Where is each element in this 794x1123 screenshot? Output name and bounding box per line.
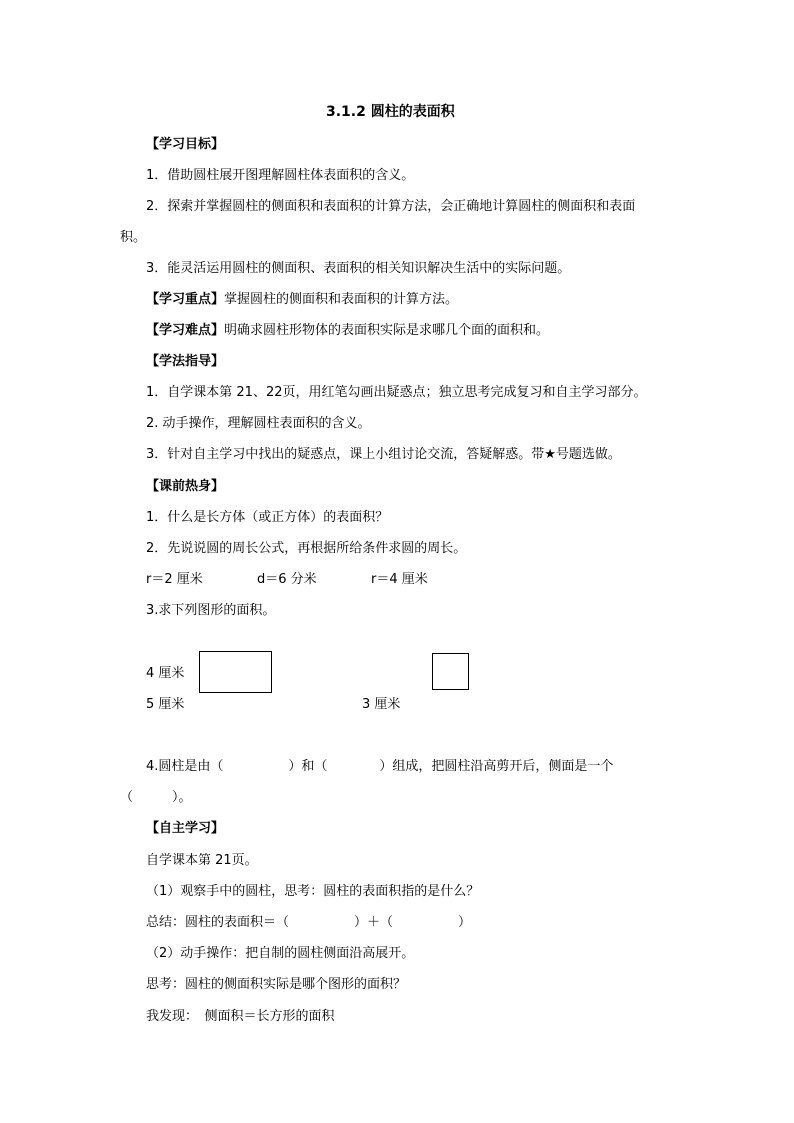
warmup-header: 【课前热身】 <box>146 479 225 494</box>
rect-height-label: 4 厘米 <box>146 666 185 681</box>
self-study-s1: （1）观察手中的圆柱，思考：圆柱的表面积指的是什么？ <box>146 884 480 899</box>
square-figure <box>432 653 469 690</box>
key-point-label: 【学习重点】 <box>146 292 225 307</box>
difficulty-text: 明确求圆柱形物体的表面积实际是求哪几个面的面积和。 <box>224 323 550 338</box>
self-study-intro: 自学课本第 21页。 <box>146 853 258 868</box>
guide-header: 【学法指导】 <box>146 354 225 369</box>
self-study-think: 思考：圆柱的侧面积实际是哪个图形的面积？ <box>146 977 407 992</box>
warmup-q4-line2: （ ）。 <box>120 790 192 805</box>
warmup-q2: 2．先说说圆的周长公式，再根据所给条件求圆的周长。 <box>146 541 467 556</box>
guide-item-1: 1．自学课本第 21、22页，用红笔勾画出疑惑点；独立思考完成复习和自主学习部分。 <box>146 385 647 400</box>
difficulty-label: 【学习难点】 <box>146 323 225 338</box>
guide-item-3: 3．针对自主学习中找出的疑惑点，课上小组讨论交流，答疑解惑。带★号题选做。 <box>146 447 621 462</box>
warmup-r2: r＝4 厘米 <box>371 572 428 587</box>
goal-item-2-cont: 积。 <box>120 230 147 245</box>
warmup-q3: 3.求下列图形的面积。 <box>146 603 276 618</box>
warmup-q1: 1．什么是长方体（或正方体）的表面积？ <box>146 510 389 525</box>
self-study-header: 【自主学习】 <box>146 821 225 836</box>
self-study-summary: 总结：圆柱的表面积＝（ ）＋（ ） <box>146 915 472 930</box>
guide-item-2: 2. 动手操作，理解圆柱表面积的含义。 <box>146 416 371 431</box>
key-point-text: 掌握圆柱的侧面积和表面积的计算方法。 <box>224 292 459 307</box>
rectangle-figure <box>199 651 272 693</box>
self-study-discover: 我发现： 侧面积＝长方形的面积 <box>146 1009 335 1024</box>
goal-item-3: 3．能灵活运用圆柱的侧面积、表面积的相关知识解决生活中的实际问题。 <box>146 261 571 276</box>
key-point <box>146 291 458 309</box>
rect-width-label: 5 厘米 <box>146 697 185 712</box>
warmup-q4-line1: 4.圆柱是由（ ）和（ ）组成，把圆柱沿高剪开后，侧面是一个 <box>146 759 614 774</box>
warmup-d1: d＝6 分米 <box>257 572 317 587</box>
difficulty <box>146 322 549 340</box>
page-title: 3.1.2 圆柱的表面积 <box>326 104 455 120</box>
goal-item-2: 2．探索并掌握圆柱的侧面积和表面积的计算方法，会正确地计算圆柱的侧面积和表面 <box>146 199 636 214</box>
goal-item-1: 1．借助圆柱展开图理解圆柱体表面积的含义。 <box>146 168 415 183</box>
self-study-s2: （2）动手操作：把自制的圆柱侧面沿高展开。 <box>146 946 415 961</box>
goals-header: 【学习目标】 <box>146 137 225 152</box>
warmup-r1: r＝2 厘米 <box>146 572 203 587</box>
square-side-label: 3 厘米 <box>362 697 401 712</box>
